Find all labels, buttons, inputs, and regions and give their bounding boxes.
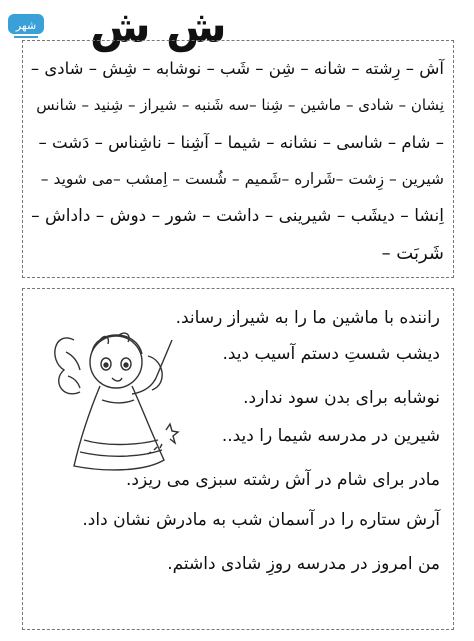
word-line: اِنشا – دیشَب – شیرینی – داشت – شور – دوش – داداش – [31, 206, 444, 226]
sentence-line: مادر برای شام در آش رشته سبزی می ریزد. [126, 470, 440, 490]
sentence-line: شیرین در مدرسه شیما را دید.. [221, 426, 440, 446]
sentence-line: نوشابه برای بدن سود ندارد. [243, 388, 440, 408]
page-title: ش ش [90, 2, 227, 53]
word-line: شیرین – زِشت –شَراره –شَمیم – شُست – اِمشب –می شوید – [40, 170, 444, 188]
svg-text:شهر: شهر [15, 19, 37, 32]
word-line: شَربَت – [381, 243, 444, 264]
sentence-line: راننده با ماشین ما را به شیراز رساند. [175, 308, 440, 328]
word-line: نِشان – شادی – ماشین – شِنا –سه شَنبه – شیراز – شِنید – شانس [36, 96, 444, 114]
word-line: – شام – شاسی – نشانه – شیما – آشِنا – ناشِناس – دَشت – [38, 133, 444, 152]
sentence-line: دیشب شستِ دستم آسیب دید. [222, 344, 440, 364]
sentence-line: آرش ستاره را در آسمان شب به مادرش نشان داد. [82, 510, 440, 530]
sentence-line: من امروز در مدرسه روزِ شادی داشتم. [167, 554, 440, 574]
word-line: آش – رِشته – شانه – شِن – شَب – نوشابه – شِش – شادی – [30, 59, 444, 78]
brand-logo-icon [6, 8, 46, 42]
word-list [30, 50, 444, 272]
